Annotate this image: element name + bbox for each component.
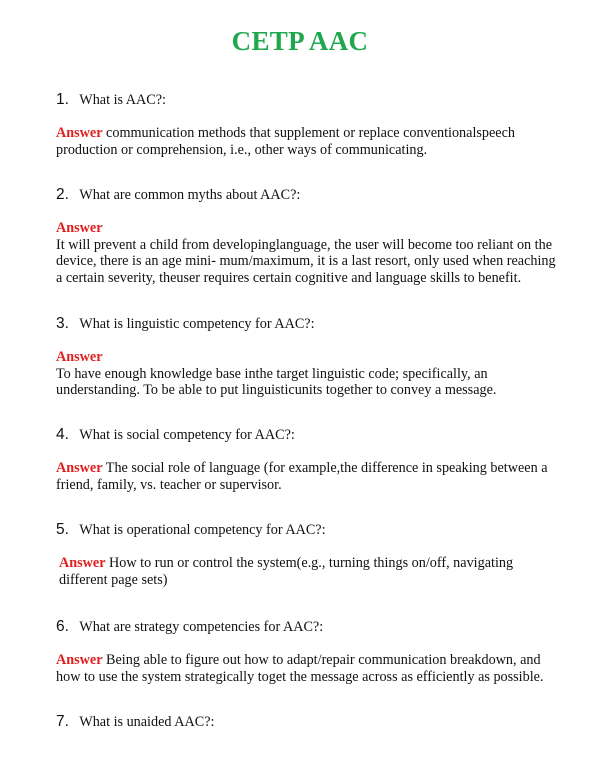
question-text: What are common myths about AAC?:	[79, 187, 301, 203]
qa-item-2	[56, 186, 556, 286]
answer-label: Answer	[56, 460, 103, 476]
qa-item-4	[56, 426, 556, 493]
question-number: 4.	[56, 426, 69, 443]
answer-5	[56, 555, 556, 588]
answer-label: Answer	[56, 349, 103, 365]
answer-label: Answer	[56, 220, 103, 236]
answer-2	[56, 220, 556, 286]
answer-6	[56, 652, 556, 685]
answer-label: Answer	[59, 555, 106, 571]
question-3	[56, 315, 556, 333]
answer-text: Being able to figure out how to adapt/repair communication breakdown, and how to use the system strategically toget the message across as efficiently as possible.	[56, 652, 544, 685]
question-text: What is AAC?:	[79, 92, 166, 108]
question-number: 2.	[56, 186, 69, 203]
question-number: 1.	[56, 91, 69, 108]
qa-item-7	[56, 713, 556, 731]
qa-item-1	[56, 91, 556, 158]
question-text: What are strategy competencies for AAC?:	[79, 619, 324, 635]
question-number: 7.	[56, 713, 69, 730]
answer-4	[56, 460, 556, 493]
question-number: 3.	[56, 315, 69, 332]
answer-text: communication methods that supplement or replace conventionalspeech production or comprehension, i.e., other ways of communicating.	[56, 125, 515, 158]
answer-1	[56, 125, 556, 158]
question-number: 6.	[56, 618, 69, 635]
question-4	[56, 426, 556, 444]
qa-item-6	[56, 618, 556, 685]
question-number: 5.	[56, 521, 69, 538]
answer-3	[56, 349, 556, 399]
answer-label: Answer	[56, 125, 103, 141]
qa-item-5	[56, 521, 556, 588]
question-5	[56, 521, 556, 539]
page-title: CETP AAC	[231, 26, 369, 56]
question-2	[56, 186, 556, 204]
question-text: What is operational competency for AAC?:	[79, 522, 326, 538]
qa-item-3	[56, 315, 556, 399]
question-text: What is social competency for AAC?:	[79, 427, 295, 443]
question-text: What is unaided AAC?:	[79, 714, 215, 730]
question-7	[56, 713, 556, 731]
question-1	[56, 91, 556, 109]
question-6	[56, 618, 556, 636]
answer-text: It will prevent a child from developinglanguage, the user will become too reliant on the device, there is an age mini- mum/maximum, it is a last resort, only used when reaching a certain severity, theuser requires certain cognitive and language skills to benefit.	[56, 236, 556, 286]
answer-label: Answer	[56, 652, 103, 668]
answer-text: How to run or control the system(e.g., turning things on/off, navigating different page sets)	[59, 555, 514, 588]
answer-text: The social role of language (for example,the difference in speaking between a friend, family, vs. teacher or supervisor.	[56, 460, 548, 493]
answer-text: To have enough knowledge base inthe target linguistic code; specifically, an understanding. To be able to put linguisticunits together to convey a message.	[56, 365, 497, 398]
question-text: What is linguistic competency for AAC?:	[79, 316, 315, 332]
